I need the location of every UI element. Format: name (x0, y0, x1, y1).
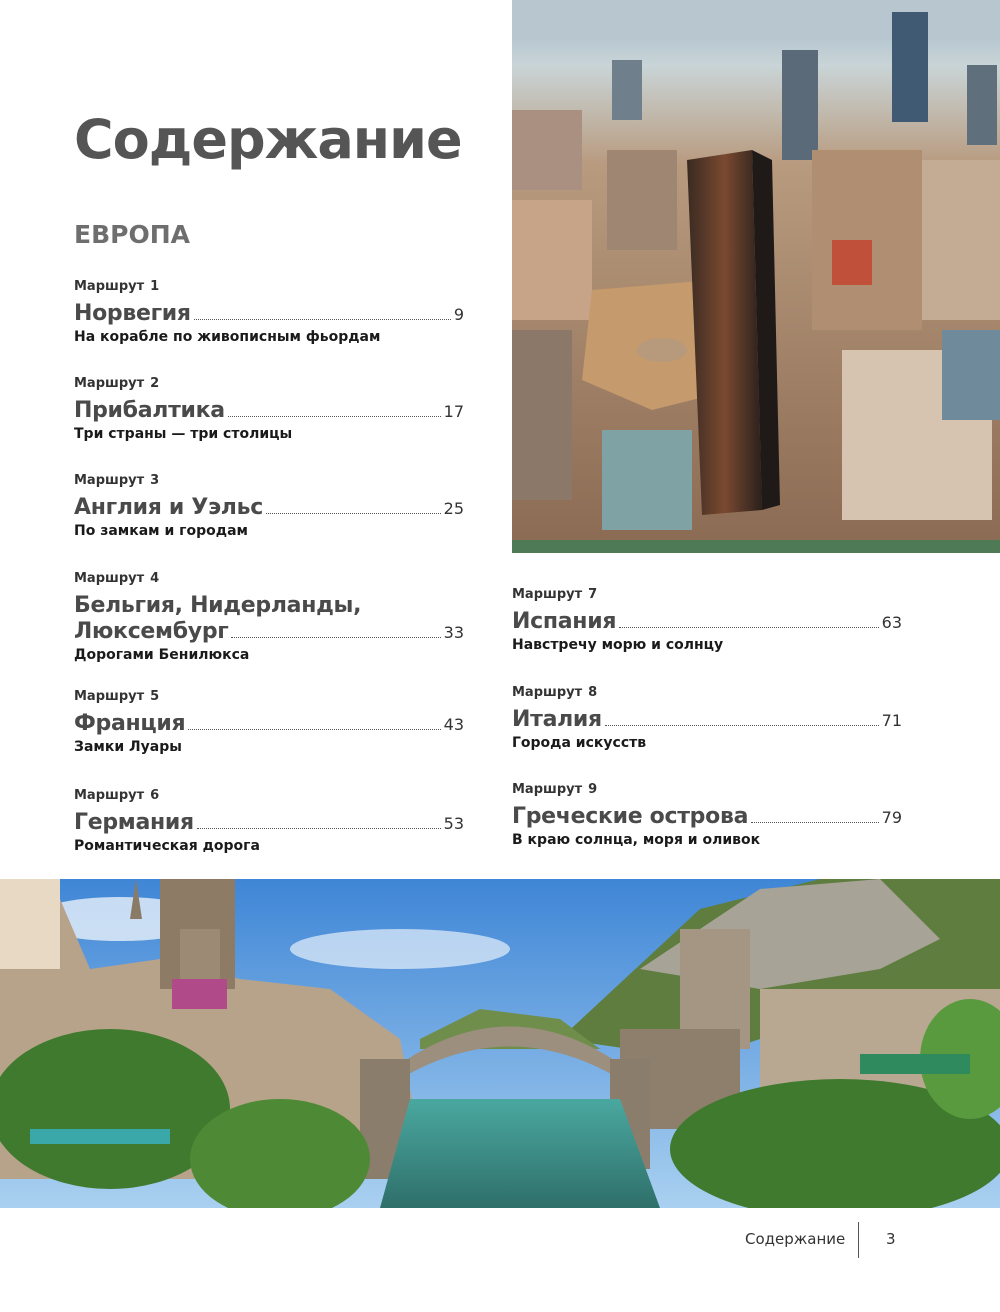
toc-entry-7[interactable] (512, 586, 902, 653)
toc-entry-5[interactable] (74, 688, 464, 755)
dot-leader (228, 416, 441, 417)
dot-leader (194, 319, 451, 320)
dot-leader (188, 729, 440, 730)
title-row (512, 609, 902, 635)
dot-leader (605, 725, 879, 726)
entry-title-line2: Люксембург (74, 619, 229, 644)
page-number: 9 (453, 305, 464, 324)
title-row (74, 301, 464, 327)
title-row (74, 810, 464, 836)
route-label: Маршрут 8 (512, 685, 598, 700)
page-number: 25 (443, 499, 464, 518)
entry-subtitle: На корабле по живописным фьордам (74, 329, 381, 345)
entry-subtitle: По замкам и городам (74, 523, 248, 539)
page-number: 53 (443, 814, 464, 833)
page-number: 79 (881, 808, 902, 827)
route-label: Маршрут 3 (74, 473, 160, 488)
dot-leader (231, 637, 440, 638)
dot-leader (266, 513, 441, 514)
mostar-bridge-photo (0, 879, 1000, 1208)
toc-entry-4[interactable] (74, 570, 464, 663)
title-row (512, 804, 902, 830)
page-number: 63 (881, 613, 902, 632)
route-label: Маршрут 4 (74, 571, 160, 586)
section-title: ЕВРОПА (74, 220, 190, 249)
entry-title: Греческие острова (512, 804, 749, 829)
route-label: Маршрут 5 (74, 689, 160, 704)
title-row (74, 398, 464, 424)
entry-title: Бельгия, Нидерланды, (74, 593, 362, 618)
page-number: 71 (881, 711, 902, 730)
title-row (512, 707, 902, 733)
entry-subtitle: Романтическая дорога (74, 838, 260, 854)
entry-subtitle: Замки Луары (74, 739, 182, 755)
toc-entry-9[interactable] (512, 781, 902, 848)
entry-subtitle: Навстречу морю и солнцу (512, 637, 724, 653)
toc-entry-1[interactable] (74, 278, 464, 345)
entry-title: Италия (512, 707, 602, 732)
entry-title: Германия (74, 810, 194, 835)
entry-title: Норвегия (74, 301, 191, 326)
footer-section-name: Содержание (745, 1230, 846, 1248)
city-aerial-photo (512, 0, 1000, 553)
entry-subtitle: Города искусств (512, 735, 647, 751)
route-label: Маршрут 2 (74, 376, 160, 391)
toc-entry-8[interactable] (512, 684, 902, 751)
dot-leader (197, 828, 441, 829)
entry-title: Прибалтика (74, 398, 225, 423)
dot-leader (619, 627, 879, 628)
toc-entry-2[interactable] (74, 375, 464, 442)
dot-leader (751, 822, 879, 823)
toc-entry-3[interactable] (74, 472, 464, 539)
title-row (74, 711, 464, 737)
entry-subtitle: Три страны — три столицы (74, 426, 293, 442)
page-title: Содержание (74, 108, 462, 171)
route-label: Маршрут 6 (74, 788, 160, 803)
entry-title: Испания (512, 609, 617, 634)
route-label: Маршрут 1 (74, 279, 160, 294)
page-number: 17 (443, 402, 464, 421)
toc-entry-6[interactable] (74, 787, 464, 854)
entry-title: Англия и Уэльс (74, 495, 263, 520)
footer-divider (858, 1222, 859, 1258)
title-row (74, 495, 464, 521)
route-label: Маршрут 9 (512, 782, 598, 797)
page-number: 43 (443, 715, 464, 734)
entry-subtitle: Дорогами Бенилюкса (74, 647, 250, 663)
title-row-2 (74, 619, 464, 645)
footer-page-number: 3 (886, 1230, 896, 1248)
entry-title: Франция (74, 711, 186, 736)
entry-subtitle: В краю солнца, моря и оливок (512, 832, 761, 848)
page-number: 33 (443, 623, 464, 642)
route-label: Маршрут 7 (512, 587, 598, 602)
title-row (74, 593, 464, 619)
